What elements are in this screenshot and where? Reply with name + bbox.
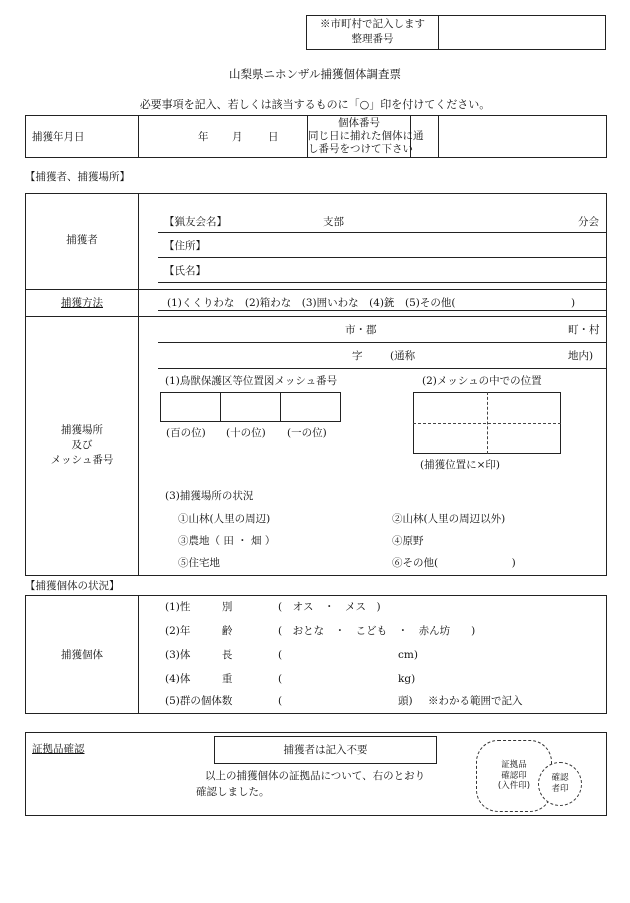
sex-label: (1)性 別 (165, 601, 233, 613)
capture-year-unit[interactable]: 年 (198, 131, 209, 143)
body-weight-label: (4)体 重 (165, 673, 233, 685)
age-options[interactable]: ( おとな ・ こども ・ 赤ん坊 ) (278, 625, 476, 637)
office-use-label: 整理番号 (351, 33, 394, 45)
name-field[interactable] (220, 262, 600, 280)
situation-option-5[interactable]: ⑤住宅地 (178, 557, 220, 569)
name-line (158, 282, 607, 283)
date-divider-1 (138, 115, 139, 158)
evidence-confirmation-stamp[interactable]: 証拠品 確認印 (入件印) (476, 740, 552, 812)
age-label: (2)年 齢 (165, 625, 233, 637)
body-length-label: (3)体 長 (165, 649, 233, 661)
situation-option-4[interactable]: ④原野 (392, 535, 424, 547)
mesh-number-title: (1)鳥獣保護区等位置図メッシュ番号 (165, 375, 338, 387)
chinai-label: 地内) (568, 350, 594, 362)
capture-day-unit[interactable]: 日 (268, 131, 279, 143)
mesh-box-tens[interactable] (220, 392, 281, 422)
individual-id-field[interactable] (412, 117, 436, 156)
troop-size-label: (5)群の個体数 (165, 695, 233, 707)
branch-unit[interactable]: 支部 (323, 216, 344, 228)
mesh-position-title: (2)メッシュの中での位置 (422, 375, 542, 387)
troop-size-note: ※わかる範囲で記入 (428, 695, 523, 707)
date-divider-4 (438, 115, 439, 158)
situation-title: (3)捕獲場所の状況 (165, 490, 254, 502)
location-label-1: 捕獲場所 (61, 424, 103, 436)
body-weight-open[interactable]: ( (278, 673, 283, 685)
location-label-3: メッシュ番号 (50, 454, 114, 466)
evidence-text-line-2: 確認しました。 (196, 786, 270, 798)
association-line (158, 232, 607, 233)
capture-method-options[interactable]: (1)くくりわな (2)箱わな (3)囲いわな (4)銃 (5)その他( ) (167, 297, 576, 309)
situation-option-2[interactable]: ②山林(人里の周辺以外) (392, 513, 506, 525)
mesh-position-note: (捕獲位置に×印) (420, 459, 500, 471)
body-length-unit: cm) (398, 649, 418, 661)
troop-size-unit: 頭) (398, 695, 413, 707)
office-box-divider (438, 15, 439, 50)
capturer-table-divider (138, 193, 139, 576)
individual-label: 捕獲個体 (61, 649, 103, 661)
situation-option-1[interactable]: ①山林(人里の周辺) (178, 513, 271, 525)
association-label: 【猟友会名】 (164, 216, 227, 228)
body-weight-unit: kg) (398, 673, 416, 685)
sex-options[interactable]: ( オス ・ メス ) (278, 601, 381, 613)
address-line (158, 257, 607, 258)
mesh-box-ones[interactable] (280, 392, 341, 422)
confirmer-seal[interactable]: 確認 者印 (538, 762, 582, 806)
individual-table-divider (138, 595, 139, 714)
body-length-open[interactable]: ( (278, 649, 283, 661)
section-heading-individual: 【捕獲個体の状況】 (25, 580, 120, 592)
method-bottom-line (25, 316, 607, 317)
subbranch-unit[interactable]: 分会 (578, 216, 599, 228)
evidence-text-line-1: 以上の捕獲個体の証拠品について、右のとおり (205, 770, 426, 782)
individual-id-label-2: 同じ日に捕れた個体に通 (308, 130, 424, 142)
capture-method-label: 捕獲方法 (61, 297, 103, 309)
alias-label[interactable]: (通称 (390, 350, 416, 362)
mesh-digit-hundreds: (百の位) (166, 427, 206, 439)
individual-id-label-3: し番号をつけて下さい (308, 143, 413, 155)
mesh-digit-ones: (一の位) (287, 427, 327, 439)
section-heading-capturer: 【捕獲者、捕獲場所】 (25, 171, 130, 183)
method-underline (158, 310, 607, 311)
situation-option-3[interactable]: ③農地（ 田 ・ 畑 ） (178, 535, 276, 547)
capture-month-unit[interactable]: 月 (232, 131, 243, 143)
address-label: 【住所】 (164, 240, 206, 252)
individual-id-label-1: 個体番号 (338, 117, 380, 129)
mesh-box-hundreds[interactable] (160, 392, 221, 422)
form-title: 山梨県ニホンザル捕獲個体調査票 (229, 67, 401, 81)
location-label-2: 及び (71, 439, 93, 451)
capturer-label: 捕獲者 (66, 234, 98, 246)
office-use-note: ※市町村で記入します (320, 18, 425, 30)
address-field[interactable] (220, 237, 600, 255)
form-instruction: 必要事項を記入、若しくは該当するものに「○」印を付けてください。 (139, 98, 491, 111)
situation-option-6[interactable]: ⑥その他( ) (392, 557, 516, 569)
evidence-label: 証拠品確認 (32, 743, 85, 755)
city-line (158, 342, 607, 343)
name-label: 【氏名】 (164, 265, 206, 277)
serial-number-field[interactable] (440, 17, 604, 48)
aza-line (158, 368, 607, 369)
city-district-unit[interactable]: 市・郡 (345, 324, 377, 336)
town-village-unit[interactable]: 町・村 (568, 324, 600, 336)
evidence-notice: 捕獲者は記入不要 (283, 744, 368, 756)
troop-size-open[interactable]: ( (278, 695, 283, 707)
capturer-bottom-line (25, 289, 607, 290)
capture-date-label: 捕獲年月日 (32, 131, 85, 143)
mesh-grid-horizontal (413, 423, 561, 424)
aza-unit[interactable]: 字 (352, 350, 363, 362)
mesh-digit-tens: (十の位) (226, 427, 266, 439)
